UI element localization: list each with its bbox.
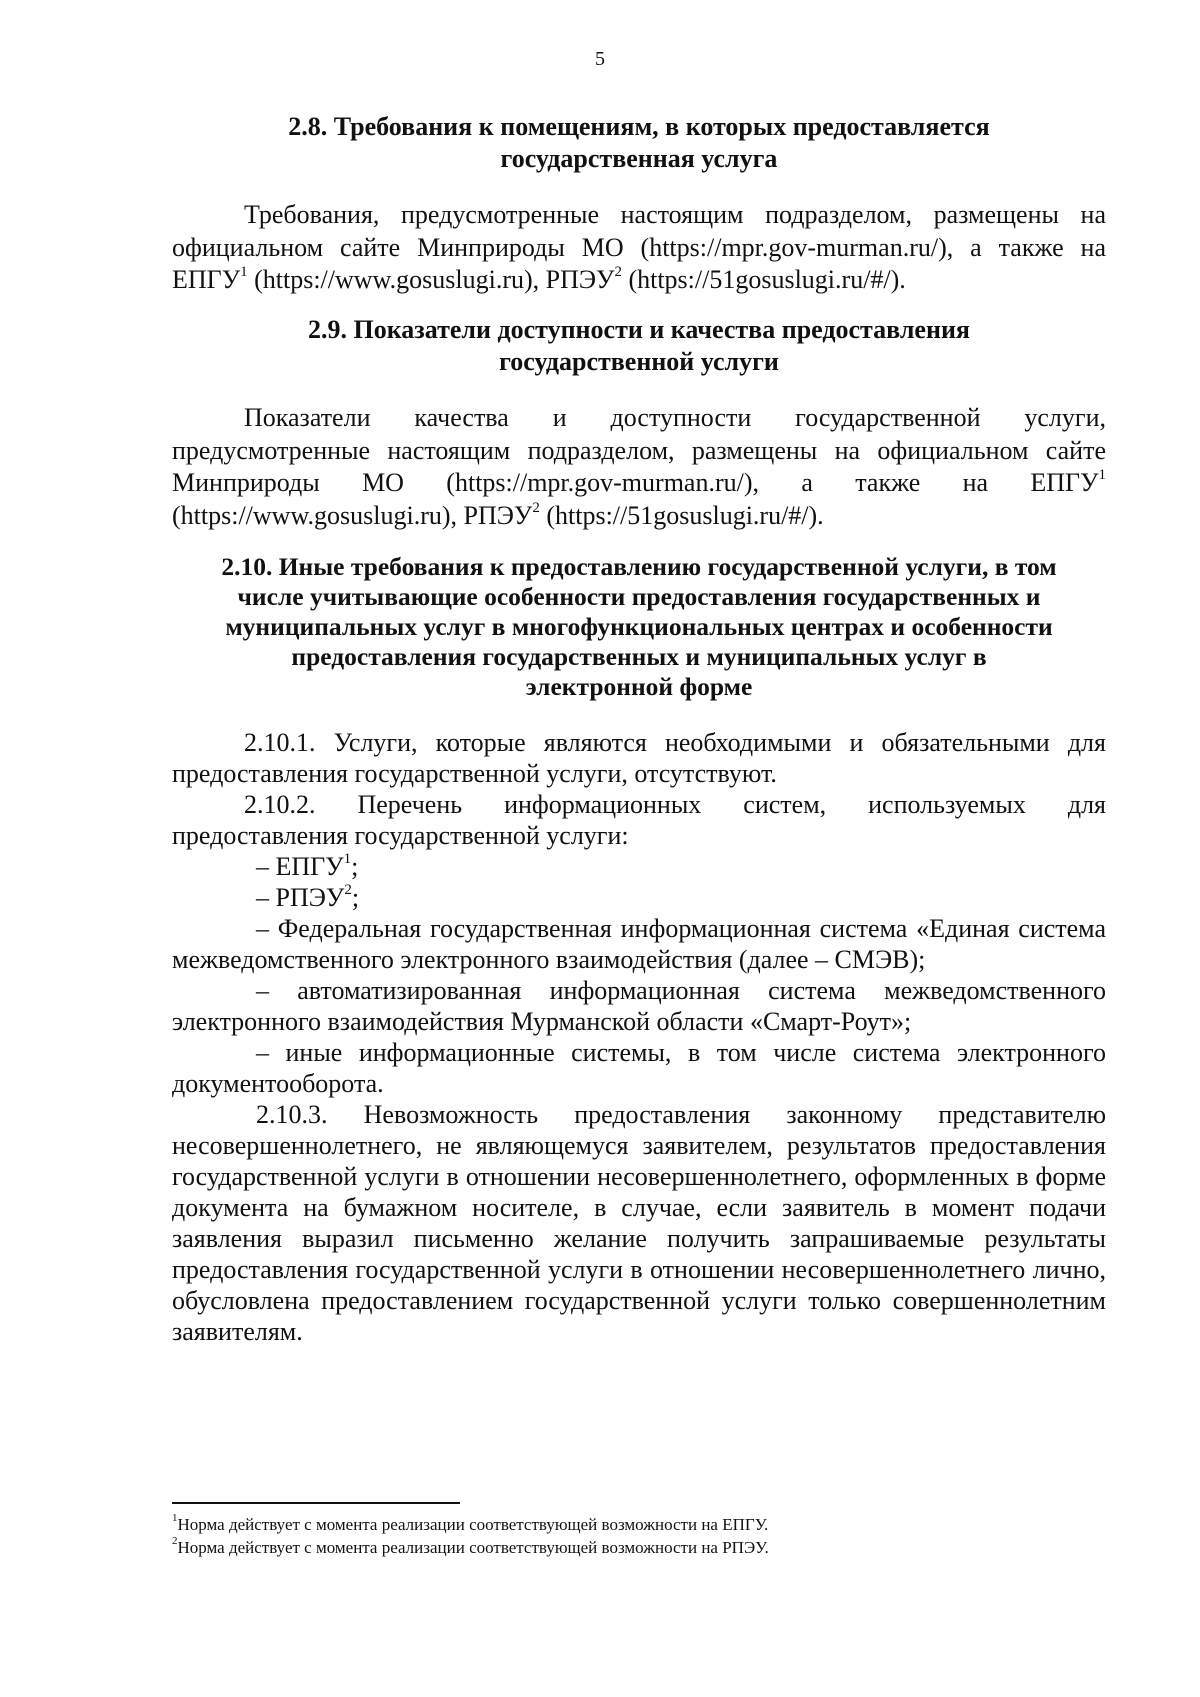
paragraph-2-10-1: 2.10.1. Услуги, которые являются необходимыми и обязательными для предоставления государственной услуги, отсутствуют. [172,728,1106,788]
list-item-smart-rout: – автоматизированная информационная система межведомственного электронного взаимодействия Мурманской области «Смарт-Роут»; [172,976,1106,1036]
section-2-8-heading [172,111,1106,175]
section-2-9-heading [172,314,1106,378]
footnote-ref: 1 [1098,467,1106,484]
text-run: (https://51gosuslugi.ru/#/). [621,265,906,294]
footnote-ref: 2 [344,882,352,899]
heading-line: государственной услуги [499,347,779,376]
text-run: (https://www.gosuslugi.ru), РПЭУ [172,500,533,530]
footnote-ref: 2 [532,499,540,516]
heading-line: предоставления государственных и муниципальных услуг в [291,642,987,671]
heading-line: 2.10. Иные требования к предоставлению государственной услуги, в том [221,552,1057,581]
item-text: – ЕПГУ [256,852,344,881]
footnote-text: Норма действует с момента реализации соответствующей возможности на ЕПГУ. [177,1515,769,1534]
heading-line: 2.8. Требования к помещениям, в которых предоставляется [288,112,990,141]
text-run: (https://51gosuslugi.ru/#/). [539,500,824,530]
heading-line: государственная услуга [500,144,778,173]
heading-line: числе учитывающие особенности предоставления государственных и [237,582,1041,611]
section-2-9-text [172,402,1106,532]
item-end: ; [351,883,360,912]
footnote-ref: 1 [343,851,352,868]
section-2-10-heading [172,552,1106,702]
list-item-smev: – Федеральная государственная информационная система «Единая система межведомственного электронного взаимодействия (далее – СМЭВ); [172,914,1106,974]
footnote-mark: 1 [172,1512,178,1525]
text-run: Требования, предусмотренные настоящим подразделом, размещены на официальном сайте Минприроды МО (https://mpr.gov-murman.ru/), а также на ЕПГУ [172,200,1106,294]
item-end: ; [351,852,359,881]
heading-line: 2.9. Показатели доступности и качества предоставления [307,315,970,344]
footnote-separator [172,1502,460,1504]
footnote-2 [172,1537,1106,1559]
text-run: Показатели качества и доступности государственной услуги, предусмотренные настоящим подразделом, размещены на официальном сайте Минприроды МО (https://mpr.gov-murman.ru/), а также на ЕПГУ [172,403,1106,497]
page-number: 5 [595,48,605,70]
item-text: – РПЭУ [256,883,345,912]
paragraph-2-10-2: 2.10.2. Перечень информационных систем, используемых для предоставления государственной услуги: [172,790,1106,850]
heading-line: муниципальных услуг в многофункциональных центрах и особенности [225,612,1053,641]
footnote-mark: 2 [172,1535,178,1548]
footnote-text: Норма действует с момента реализации соответствующей возможности на РПЭУ. [177,1538,769,1557]
section-2-8-text [172,199,1106,297]
paragraph-2-10-3: 2.10.3. Невозможность предоставления законному представителю несовершеннолетнего, не являющемуся заявителем, результатов предоставления государственной услуги в отношении несовершеннолетнего, оформленных в форме документа на бумажном носителе, в случае, если заявитель в момент подачи заявления выразил письменно желание получить запрашиваемые результаты предоставления государственной услуги в отношении несовершеннолетнего лично, обусловлена предоставлением государственной услуги только совершеннолетним заявителям. [172,1100,1106,1346]
list-item-epgu [172,851,1106,882]
text-run: (https://www.gosuslugi.ru), РПЭУ [247,265,615,294]
footnote-ref: 2 [614,264,622,281]
heading-line: электронной форме [525,672,753,701]
list-item-other-systems: – иные информационные системы, в том числе система электронного документооборота. [172,1038,1106,1098]
footnote-ref: 1 [240,264,248,281]
footnote-1 [172,1514,1106,1536]
list-item-rpeu [172,882,1106,913]
section-2-10-body [172,727,1106,1347]
